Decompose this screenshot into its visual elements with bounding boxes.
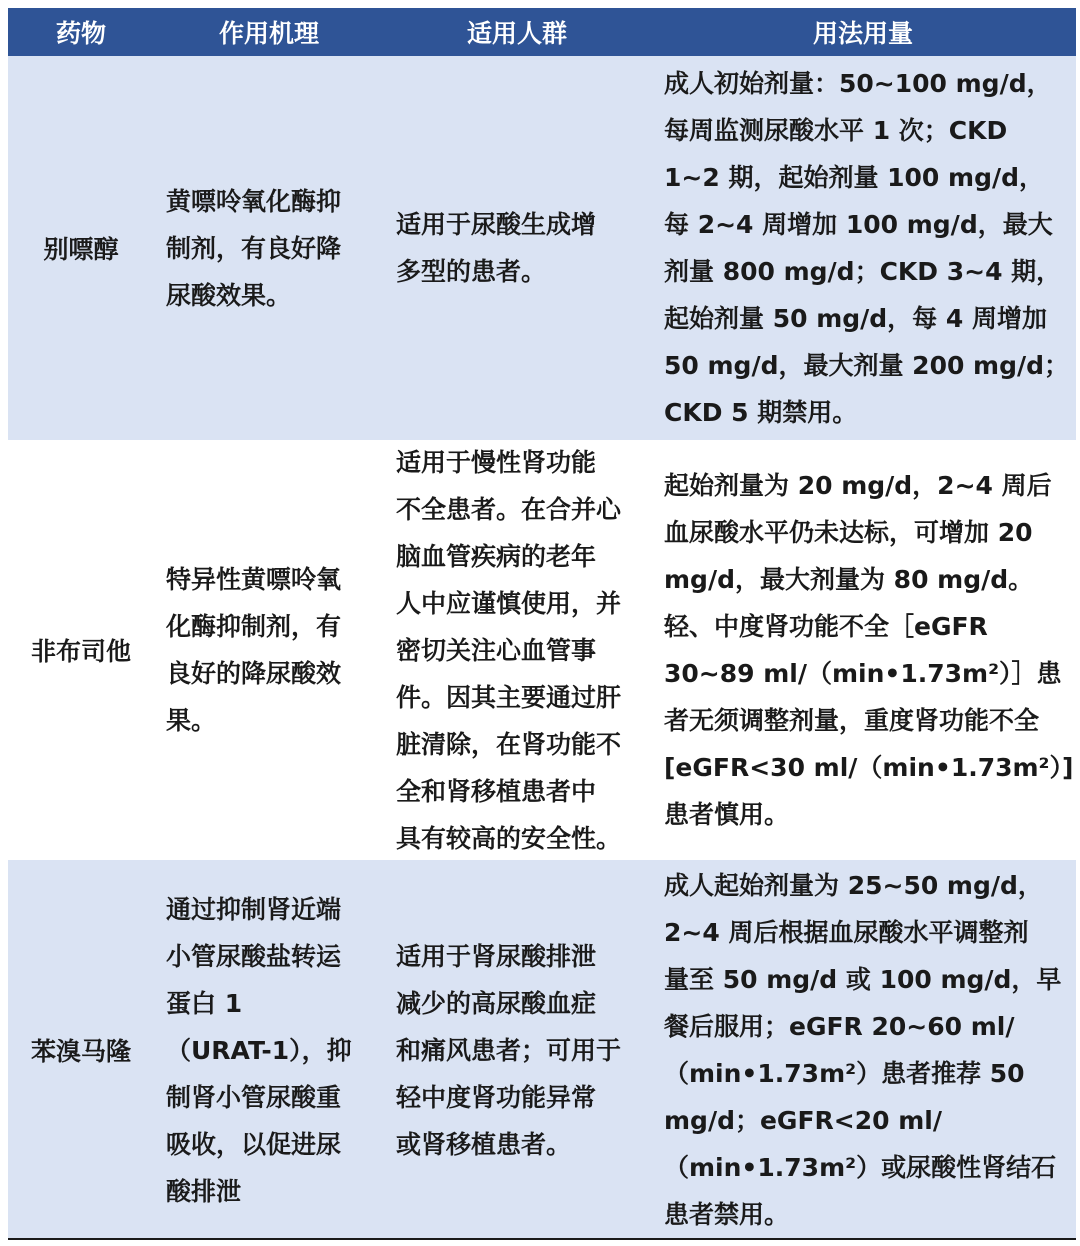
mechanism-cell — [154, 860, 384, 1240]
mechanism-text: 黄嘌呤氧化酶抑 制剂，有良好降 尿酸效果。 — [166, 186, 342, 310]
table-row — [8, 860, 1076, 1240]
dosage-cell — [650, 860, 1076, 1240]
population-cell — [384, 440, 650, 860]
drug-name: 别嘌醇 — [43, 235, 119, 264]
header-dosage: 用法用量 — [650, 8, 1076, 56]
dosage-text: 起始剂量为 20 mg/d，2~4 周后 血尿酸水平仍未达标，可增加 20 mg/d，最大剂量为 80 mg/d。 轻、中度肾功能不全［eGFR 30~89 ml/（min•1.73m²）］患 者无须调整剂量，重度肾功能不全 [eGFR<30 ml/（min•1.73m²）] 患者慎用。 — [664, 471, 1074, 829]
dosage-cell — [650, 56, 1076, 440]
mechanism-text: 特异性黄嘌呤氧 化酶抑制剂，有 良好的降尿酸效 果。 — [166, 565, 342, 735]
header-drug: 药物 — [8, 8, 154, 56]
table-header — [8, 8, 1076, 56]
mechanism-text: 通过抑制肾近端 小管尿酸盐转运 蛋白 1 （URAT-1），抑 制肾小管尿酸重 吸收，以促进尿 酸排泄 — [166, 894, 352, 1206]
drug-cell — [8, 56, 154, 440]
table-row — [8, 56, 1076, 440]
dosage-cell — [650, 440, 1076, 860]
dosage-text: 成人初始剂量：50~100 mg/d， 每周监测尿酸水平 1 次；CKD 1~2 期，起始剂量 100 mg/d， 每 2~4 周增加 100 mg/d，最大 剂量 800 mg/d；CKD 3~4 期， 起始剂量 50 mg/d，每 4 周增加 50 mg/d，最大剂量 200 mg/d； CKD 5 期禁用。 — [664, 69, 1070, 427]
population-text: 适用于尿酸生成增 多型的患者。 — [396, 210, 597, 286]
drug-name: 非布司他 — [30, 637, 131, 666]
drug-name: 苯溴马隆 — [30, 1037, 131, 1066]
population-cell — [384, 860, 650, 1240]
header-population: 适用人群 — [384, 8, 650, 56]
population-text: 适用于肾尿酸排泄 减少的高尿酸血症 和痛风患者；可用于 轻中度肾功能异常 或肾移植患者。 — [396, 941, 622, 1159]
mechanism-cell — [154, 440, 384, 860]
dosage-text: 成人起始剂量为 25~50 mg/d， 2~4 周后根据血尿酸水平调整剂 量至 50 mg/d 或 100 mg/d，早 餐后服用；eGFR 20~60 ml/ （min•1.73m²）患者推荐 50 mg/d；eGFR<20 ml/ （min•1.73m²）或尿酸性肾结石 患者禁用。 — [664, 871, 1062, 1229]
table-bottom-border — [8, 1238, 1076, 1240]
header-mechanism: 作用机理 — [154, 8, 384, 56]
mechanism-cell — [154, 56, 384, 440]
drug-cell — [8, 440, 154, 860]
drug-cell — [8, 860, 154, 1240]
table-row — [8, 440, 1076, 860]
population-cell — [384, 56, 650, 440]
population-text: 适用于慢性肾功能 不全患者。在合并心 脑血管疾病的老年 人中应谨慎使用，并 密切关注心血管事 件。因其主要通过肝 脏清除，在肾功能不 全和肾移植患者中 具有较高的安全性。 — [396, 447, 622, 853]
